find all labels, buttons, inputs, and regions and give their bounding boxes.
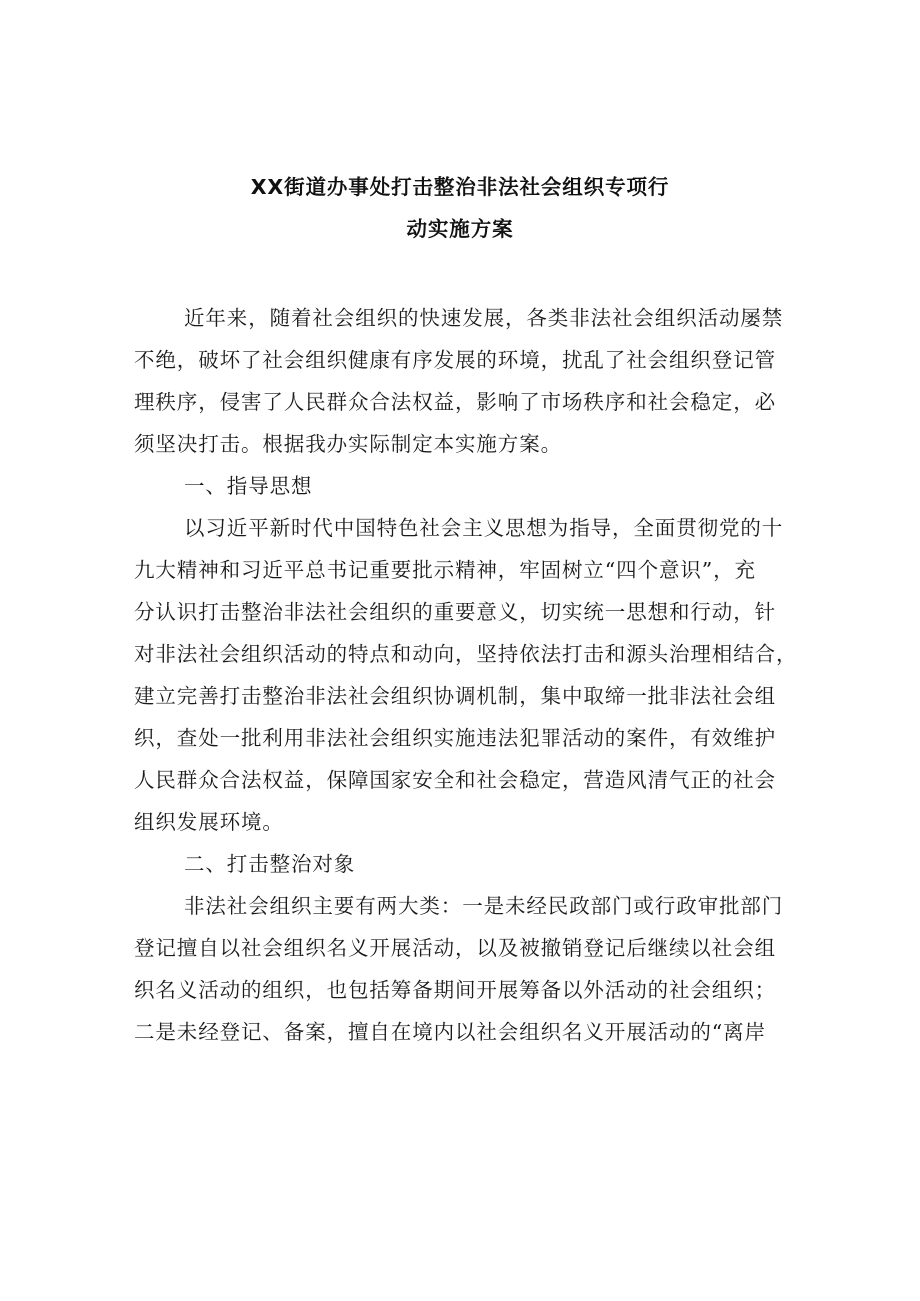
document-body [134,297,798,1053]
text-line: 须坚决打击。根据我办实际制定本实施方案。 [134,432,562,456]
text-line: 织，查处一批利用非法社会组织实施违法犯罪活动的案件，有效维护 [134,726,776,750]
text-line: 不绝，破坏了社会组织健康有序发展的环境，扰乱了社会组织登记管 [134,348,776,372]
text-line: 九大精神和习近平总书记重要批示精神，牢固树立“四个意识”，充 [134,558,756,582]
text-line: 人民群众合法权益，保障国家安全和社会稳定，营造风清气正的社会 [134,768,776,792]
heading-text: 一、指导思想 [184,474,313,498]
text-line: 分认识打击整治非法社会组织的重要意义，切实统一思想和行动，针 [134,600,776,624]
text-line: 建立完善打击整治非法社会组织协调机制，集中取缔一批非法社会组 [134,684,776,708]
text-line: 织名义活动的组织，也包括筹备期间开展筹备以外活动的社会组织； [134,978,776,1002]
paragraph-targets [134,885,794,1053]
section-heading-guiding-ideology [134,465,794,507]
text-line: 二是未经登记、备案，擅自在境内以社会组织名义开展活动的“离岸 [134,1020,766,1044]
text-line: 组织发展环境。 [134,810,284,834]
document-title [128,166,792,250]
text-line: 对非法社会组织活动的特点和动向，坚持依法打击和源头治理相结合， [134,642,798,666]
text-line: 登记擅自以社会组织名义开展活动，以及被撤销登记后继续以社会组 [134,936,776,960]
paragraph-intro [134,297,794,465]
section-heading-targets [134,843,794,885]
text-line: 理秩序，侵害了人民群众合法权益，影响了市场秩序和社会稳定，必 [134,390,776,414]
title-line-2: 动实施方案 [406,217,514,241]
text-line: 非法社会组织主要有两大类：一是未经民政部门或行政审批部门 [184,894,784,918]
title-line-1: XX街道办事处打击整治非法社会组织专项行 [250,175,670,199]
text-line: 近年来，随着社会组织的快速发展，各类非法社会组织活动屡禁 [184,306,784,330]
heading-text: 二、打击整治对象 [184,852,356,876]
text-line: 以习近平新时代中国特色社会主义思想为指导，全面贯彻党的十 [184,516,784,540]
paragraph-guiding-ideology [134,507,798,843]
